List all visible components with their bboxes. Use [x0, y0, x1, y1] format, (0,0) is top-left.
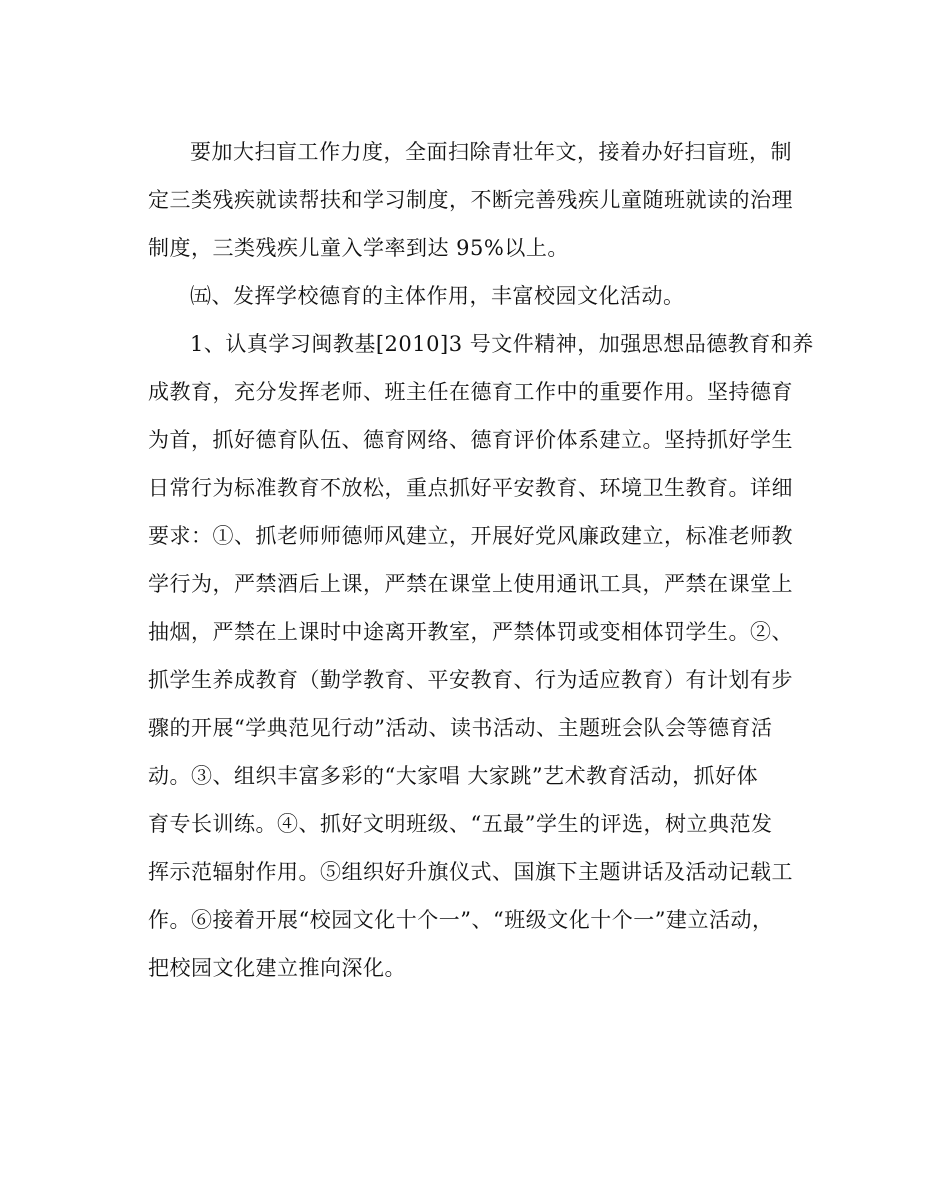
text-line: 定三类残疾就读帮扶和学习制度，不断完善残疾儿童随班就读的治理: [148, 188, 793, 212]
text-line: 挥示范辐射作用。⑤组织好升旗仪式、国旗下主题讲话及活动记载工: [148, 860, 793, 884]
text-line: 日常行为标准教育不放松，重点抓好平安教育、环境卫生教育。详细: [148, 476, 793, 500]
text-line: 制度，三类残疾儿童入学率到达 95%以上。: [148, 236, 569, 260]
text-line: 动。③、组织丰富多彩的“大家唱 大家跳”艺术教育活动，抓好体: [148, 764, 759, 788]
text-line: 育专长训练。④、抓好文明班级、“五最”学生的评选，树立典范发: [148, 812, 773, 836]
text-line: 成教育，充分发挥老师、班主任在德育工作中的重要作用。坚持德育: [148, 380, 793, 404]
text-line: 学行为，严禁酒后上课，严禁在课堂上使用通讯工具，严禁在课堂上: [148, 572, 793, 596]
text-line: 抽烟，严禁在上课时中途离开教室，严禁体罚或变相体罚学生。②、: [148, 620, 793, 644]
section-heading-5: [148, 272, 808, 320]
paragraph-moral-education: [148, 320, 814, 992]
text-line: 1、认真学习闽教基[2010]3 号文件精神，加强思想品德教育和养: [190, 332, 814, 356]
text-line: 抓学生养成教育（勤学教育、平安教育、行为适应教育）有计划有步: [148, 668, 793, 692]
text-line: 要求：①、抓老师师德师风建立，开展好党风廉政建立，标准老师教: [148, 524, 793, 548]
document-body: [148, 128, 814, 992]
text-line: 为首，抓好德育队伍、德育网络、德育评价体系建立。坚持抓好学生: [148, 428, 793, 452]
text-line: 作。⑥接着开展“校园文化十个一”、“班级文化十个一”建立活动，: [148, 908, 774, 932]
heading-line: ㈤、发挥学校德育的主体作用，丰富校园文化活动。: [190, 284, 685, 308]
paragraph-literacy: [148, 128, 808, 272]
text-line: 要加大扫盲工作力度，全面扫除青壮年文，接着办好扫盲班，制: [190, 140, 792, 164]
text-line: 骤的开展“学典范见行动”活动、读书活动、主题班会队会等德育活: [148, 716, 773, 740]
text-line: 把校园文化建立推向深化。: [148, 956, 406, 980]
